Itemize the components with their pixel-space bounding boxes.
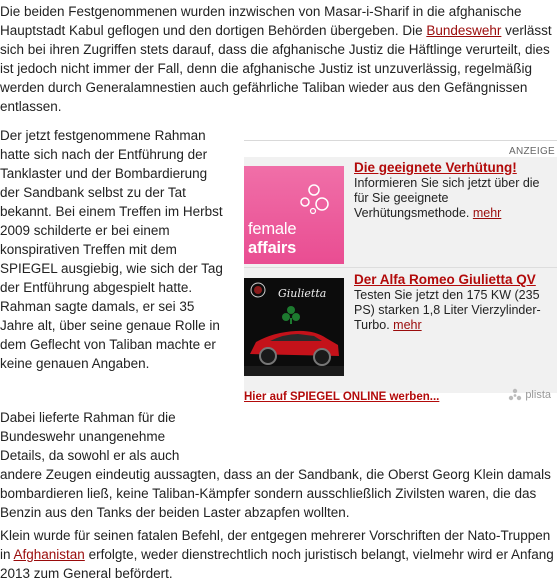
female-affairs-ad-image[interactable] [244,166,344,264]
ad-label: ANZEIGE [509,146,555,157]
plista-logo-icon [508,388,522,402]
ad-title-link[interactable]: Die geeignete Verhütung! [354,160,517,175]
advertisement-block [244,140,557,411]
bundeswehr-link[interactable]: Bundeswehr [426,23,502,38]
female-affairs-logo-text: female affairs [248,220,297,257]
article-paragraph-3: Dabei lieferte Rahman für die Bundeswehr unangenehme Details, da sowohl er als auch andere Zeugen eindeutig aussagten, dass an der Sandbank, die Oberst Georg Klein damals bombardieren ließ, keine Taliban-Kämpfer sondern ausschließlich Zivilsten waren, die das Benzin aus den Tanks der beiden Laster abzapfen wollten. [0,410,551,520]
ad-title-link[interactable]: Der Alfa Romeo Giulietta QV [354,272,536,287]
article-paragraph-2: Der jetzt festgenommene Rahman hatte sich nach der Entführung der Tanklaster und der Bombardierung der Sandbank selbst zu der Tat bekannt. Bei einem Treffen im Herbst 2009 schilderte er bei einem konspirativen Treffen mit dem SPIEGEL ausgiebig, wie sich der Tag der Entführung abgespielt hatte. Rahman sagte damals, er sei 35 Jahre alt, über seine genaue Rolle in dem Geflecht von Taliban machte er keine genauen Angaben. [0,128,223,371]
paragraph-text: Die beiden Festgenommenen wurden inzwischen von Masar-i-Sharif in die afghanische Hauptstadt Kabul geflogen und den dortigen Behörden übergeben. Die [0,4,522,38]
giulietta-logo-text: Giulietta [278,287,327,300]
plista-badge[interactable] [508,386,551,405]
ad-text [354,272,554,333]
ad-description: Testen Sie jetzt den 175 KW (235 PS) starken 1,8 Liter Vierzylinder-Turbo. mehr [354,288,541,332]
paragraph-text: erfolgte, weder dienstrechtlich noch juristisch belangt, vielmehr wird er Anfang 2013 zum General befördert. [0,547,554,581]
bubbles-logo-icon [296,180,332,216]
afghanistan-link[interactable]: Afghanistan [13,547,85,562]
advertise-here-link[interactable]: Hier auf SPIEGEL ONLINE werben... [244,391,440,403]
plista-label: plista [525,389,551,401]
article-paragraph-1 [0,2,556,116]
ad-divider [244,267,557,268]
ad-more-link[interactable]: mehr [393,318,422,332]
alfa-romeo-ad-image[interactable] [244,278,344,376]
ad-more-link[interactable]: mehr [472,206,502,220]
paragraph-text: Klein wurde für seinen fatalen Befehl, der entgegen mehrerer Vorschriften der Nato-Truppen in [0,528,551,562]
article-paragraph-4 [0,526,556,583]
paragraph-text: verlässt sich bei ihren Zugriffen stets darauf, dass die afghanische Justiz die Häftlinge verurteilt, dies ist jedoch nicht immer der Fall, denn die afghanische Justiz ist unzuverlässig, regelmäßig werden durch Generalamnestien auch gefährliche Taliban wieder aus den Gefängnissen entlassen. [0,23,552,114]
ad-box [244,157,557,393]
ad-description: Informieren Sie sich jetzt über die für Sie geeignete Verhütungsmethode. mehr [354,176,540,220]
ad-text [354,160,554,221]
